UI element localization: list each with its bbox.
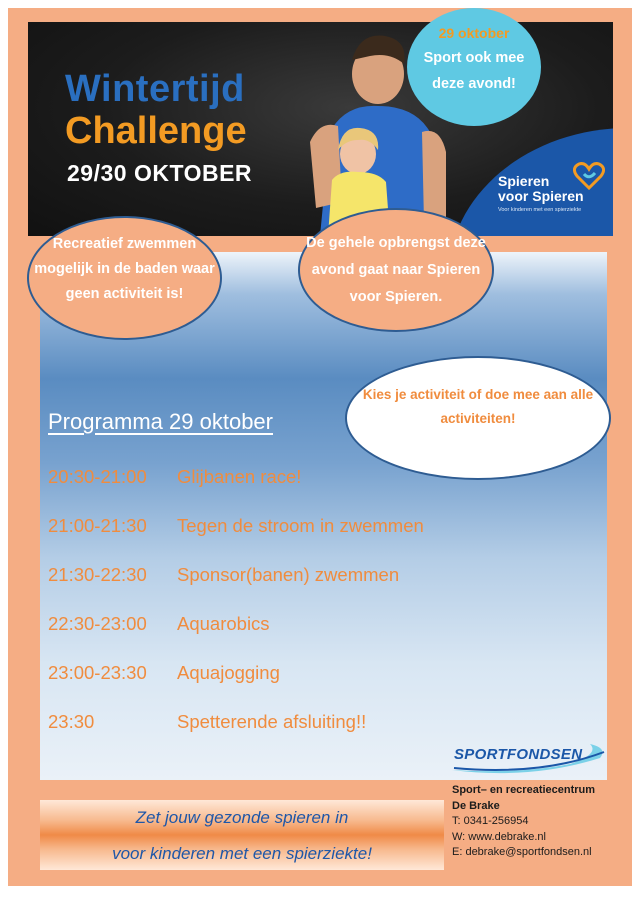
slogan-line1: Zet jouw gezonde spieren in — [135, 808, 349, 827]
schedule-time: 23:00-23:30 — [48, 662, 147, 683]
info-bubble-middle: De gehele opbrengst deze avond gaat naar Spieren voor Spieren. — [298, 208, 494, 332]
contact-block — [452, 783, 595, 861]
contact-venue: De Brake — [452, 799, 500, 812]
schedule-activity: Aquarobics — [177, 613, 270, 634]
event-dates: 29/30 OKTOBER — [67, 160, 253, 186]
info-bubble-right: Kies je activiteit of doe mee aan alle activiteiten! — [345, 356, 611, 480]
sportfondsen-logo: SPORTFONDSEN — [454, 746, 583, 763]
schedule-activity: Aquajogging — [177, 662, 280, 683]
bubble-text: Sport ook mee deze avond! — [423, 50, 525, 92]
schedule-time: 20:30-21:00 — [48, 466, 147, 487]
schedule-activity: Tegen de stroom in zwemmen — [177, 515, 424, 536]
slogan-line2: voor kinderen met een spierziekte! — [112, 844, 372, 863]
program-title: Programma 29 oktober — [48, 409, 273, 434]
brand-name-line2: voor Spieren — [498, 188, 584, 204]
contact-web: W: www.debrake.nl — [452, 830, 546, 843]
schedule-activity: Sponsor(banen) zwemmen — [177, 564, 400, 585]
event-date-bubble — [407, 8, 541, 126]
slogan-banner — [40, 800, 444, 870]
contact-org: Sport– en recreatiecentrum — [452, 784, 596, 796]
bubble-date: 29 oktober — [438, 25, 510, 41]
schedule-activity: Glijbanen race! — [177, 466, 302, 487]
schedule-time: 23:30 — [48, 711, 95, 732]
contact-phone: T: 0341-256954 — [452, 815, 529, 827]
brand-name — [498, 174, 584, 204]
schedule-time: 21:00-21:30 — [48, 515, 147, 536]
info-bubble-left: Recreatief zwemmen mogelijk in de baden waar geen activiteit is! — [27, 216, 222, 340]
schedule-time: 22:30-23:00 — [48, 613, 147, 634]
title-wintertijd: Wintertijd — [65, 68, 245, 110]
title-challenge: Challenge — [65, 110, 247, 152]
schedule-activity: Spetterende afsluiting!! — [177, 711, 367, 732]
contact-email: E: debrake@sportfondsen.nl — [452, 846, 592, 858]
brand-name-line1: Spieren — [498, 173, 550, 189]
schedule-time: 21:30-22:30 — [48, 564, 147, 585]
brand-tagline: Voor kinderen met een spierziekte — [498, 207, 582, 213]
